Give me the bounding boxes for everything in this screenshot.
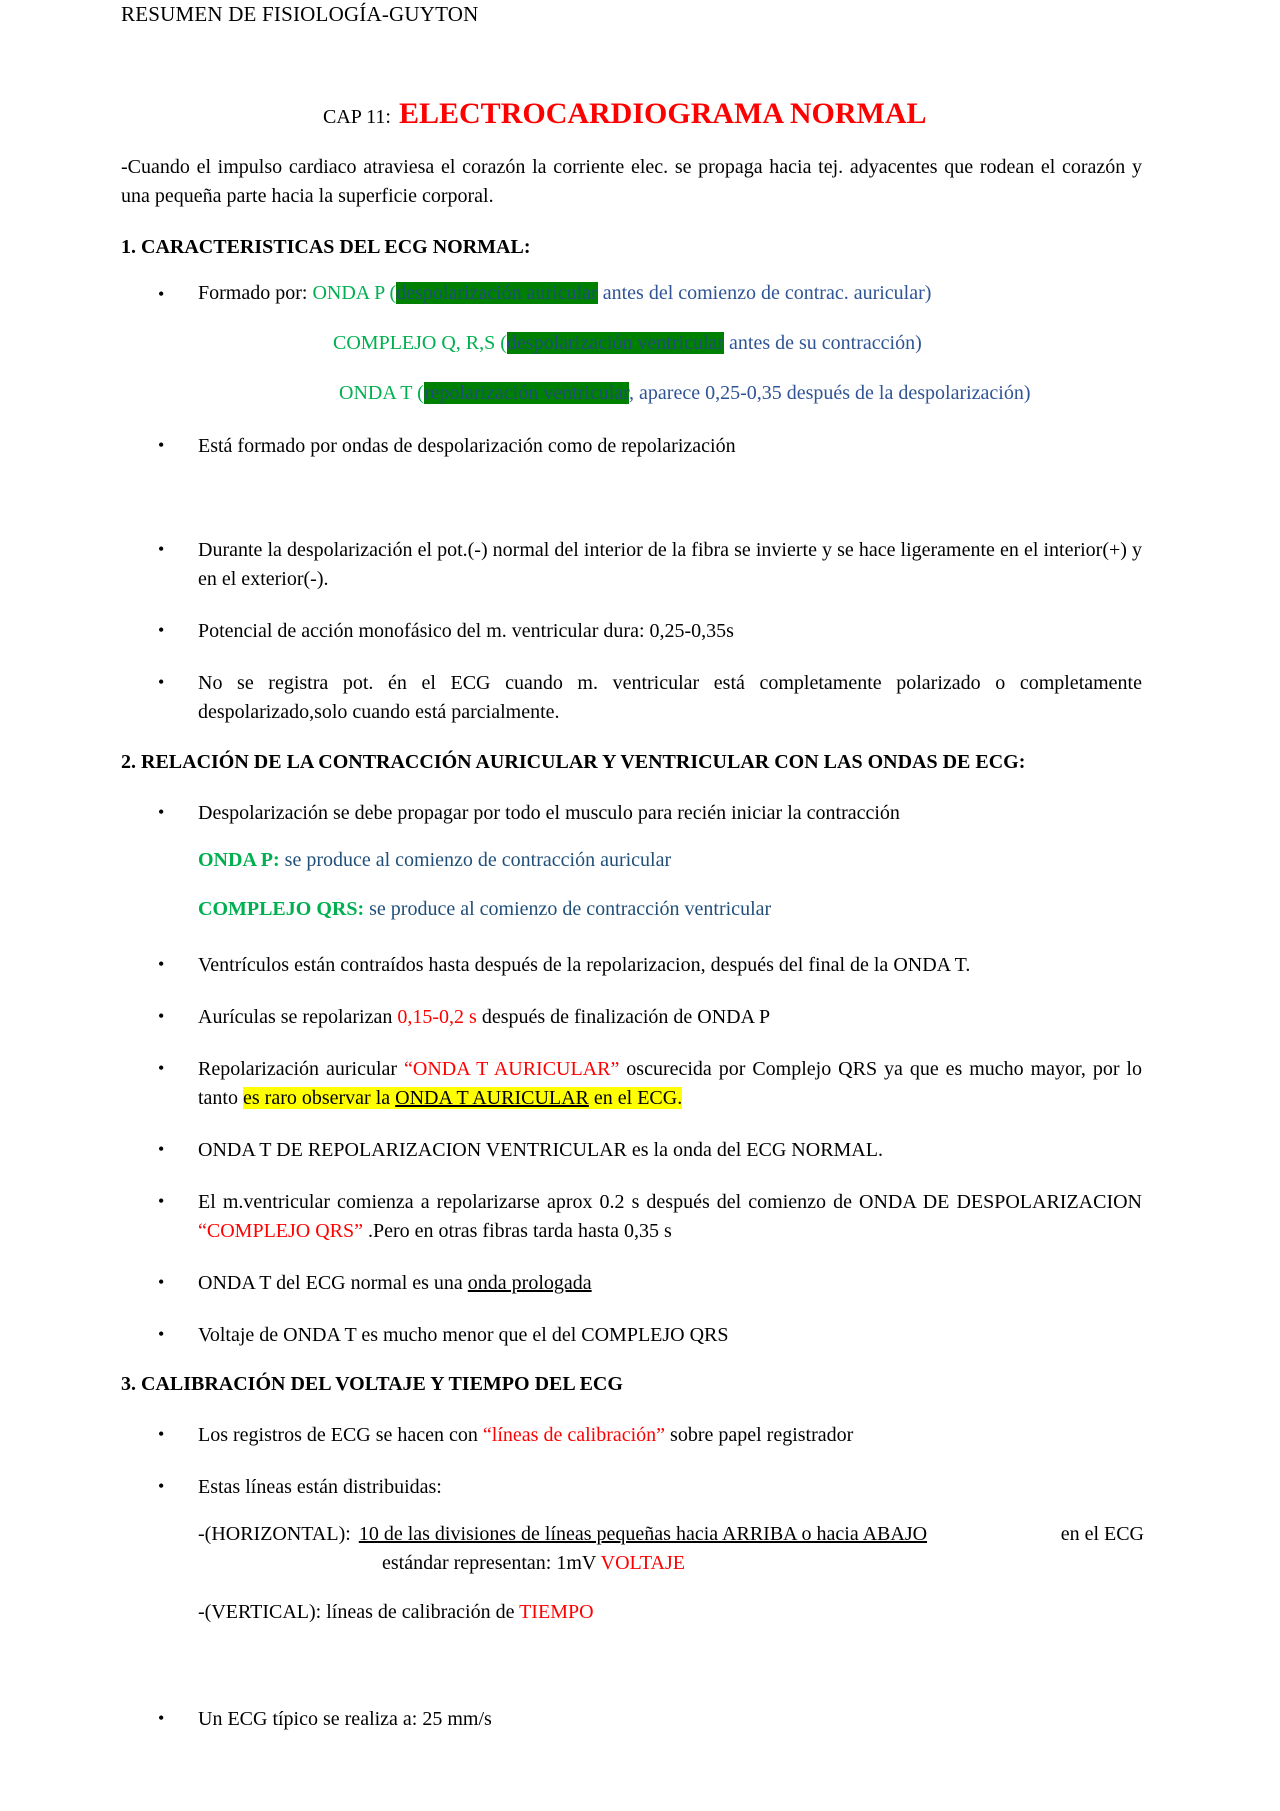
horizontal-label: -(HORIZONTAL): — [198, 1523, 351, 1545]
chapter-title-text: ELECTROCARDIOGRAMA NORMAL — [398, 97, 927, 130]
onda-p-highlight: despolarización auricular — [396, 282, 598, 304]
s3-bullet-3: Un ECG típico se realiza a: 25 mm/s — [198, 1708, 492, 1730]
text-run: en el ECG. — [588, 1087, 683, 1109]
bullet-icon: • — [158, 802, 165, 822]
s3-horizontal-line — [198, 1523, 1144, 1546]
onda-p-desc: antes del comienzo de contrac. auricular) — [597, 282, 932, 304]
qrs-label: COMPLEJO Q, R,S ( — [333, 332, 507, 354]
qrs-desc: antes de su contracción) — [724, 332, 922, 354]
text-run: sobre papel registrador — [665, 1424, 854, 1446]
s2-qrs-line — [198, 898, 771, 921]
bullet-icon: • — [158, 1272, 165, 1292]
s1-formado-line — [198, 282, 931, 305]
text-run: Repolarización auricular — [198, 1058, 404, 1080]
text-run: Los registros de ECG se hacen con — [198, 1424, 483, 1446]
vertical-label: -(VERTICAL): líneas de calibración de — [198, 1601, 520, 1623]
red-text: VOLTAJE — [600, 1552, 685, 1574]
s1-bullet-5: No se registra pot. én el ECG cuando m. ventricular está completamente polarizado o completamente despolarizado,solo cuando está parcialmente. — [198, 672, 1142, 723]
text-run: Aurículas se repolarizan — [198, 1006, 398, 1028]
underlined-text: 10 de las divisiones de líneas pequeñas hacia ARRIBA o hacia ABAJO — [358, 1523, 928, 1545]
s3-horizontal-line-2 — [382, 1552, 685, 1575]
text-run: oscurecida por Complejo QRS ya que es mucho mayor, por lo tanto — [198, 1058, 1142, 1109]
bullet-icon: • — [158, 1476, 165, 1496]
s2-bullet-1: Despolarización se debe propagar por todo el musculo para recién iniciar la contracción — [198, 802, 900, 824]
s2-bullet-3 — [198, 1003, 1142, 1032]
section-2-heading: 2. RELACIÓN DE LA CONTRACCIÓN AURICULAR Y VENTRICULAR CON LAS ONDAS DE ECG: — [121, 751, 1026, 773]
s2-qrs-label: COMPLEJO QRS: — [198, 898, 365, 920]
bullet-icon: • — [158, 1191, 165, 1211]
s1-bullet-4: Potencial de acción monofásico del m. ventricular dura: 0,25-0,35s — [198, 620, 734, 642]
red-text: “COMPLEJO QRS” — [198, 1220, 364, 1242]
underlined-text: onda prologada — [467, 1272, 592, 1294]
bullet-icon: • — [158, 1324, 165, 1344]
text-run: es raro observar la — [243, 1087, 396, 1109]
bullet-icon: • — [158, 1058, 165, 1078]
page-header: RESUMEN DE FISIOLOGÍA-GUYTON — [121, 2, 479, 26]
section-1-heading: 1. CARACTERISTICAS DEL ECG NORMAL: — [121, 236, 531, 258]
bullet-icon: • — [158, 284, 165, 304]
onda-t-highlight: repolarización ventricular — [423, 382, 630, 404]
s1-bullet-3: Durante la despolarización el pot.(-) normal del interior de la fibra se invierte y se hace ligeramente en el interior(+) y en el exterior(-). — [198, 539, 1142, 590]
yellow-highlight — [243, 1087, 682, 1109]
onda-t-desc: , aparece 0,25-0,35 después de la despolarización) — [629, 382, 1031, 404]
s3-bullet-2: Estas líneas están distribuidas: — [198, 1476, 442, 1498]
s2-bullet-8: Voltaje de ONDA T es mucho menor que el del COMPLEJO QRS — [198, 1324, 729, 1346]
red-text: 0,15-0,2 s — [397, 1006, 477, 1028]
text-run: ONDA T del ECG normal es una — [198, 1272, 468, 1294]
bullet-icon: • — [158, 1708, 165, 1728]
s2-qrs-text: se produce al comienzo de contracción ventricular — [364, 898, 772, 920]
s1-t-line — [339, 382, 1031, 405]
red-text: TIEMPO — [519, 1601, 594, 1623]
s2-bullet-2: Ventrículos están contraídos hasta después de la repolarizacion, después del final de la ONDA T. — [198, 954, 971, 976]
bullet-icon: • — [158, 1424, 165, 1444]
bullet-icon: • — [158, 954, 165, 974]
chapter-title — [323, 97, 927, 131]
qrs-highlight: despolarización ventricular — [506, 332, 725, 354]
formado-label: Formado por: — [198, 282, 313, 304]
s2-onda-p-line — [198, 849, 671, 872]
text-run: El m.ventricular comienza a repolarizarse aprox 0.2 s después del comienzo de ONDA DE DESPOLARIZACION — [198, 1191, 1142, 1213]
s2-onda-p-text: se produce al comienzo de contracción auricular — [279, 849, 672, 871]
bullet-icon: • — [158, 620, 165, 640]
section-3-heading: 3. CALIBRACIÓN DEL VOLTAJE Y TIEMPO DEL ECG — [121, 1373, 623, 1395]
text-run: estándar representan: 1mV — [382, 1552, 601, 1574]
bullet-icon: • — [158, 539, 165, 559]
text-run: .Pero en otras fibras tarda hasta 0,35 s — [363, 1220, 672, 1242]
red-text: “líneas de calibración” — [482, 1424, 666, 1446]
text-run: en el ECG — [1060, 1523, 1144, 1545]
s2-bullet-7 — [198, 1269, 1142, 1298]
s2-bullet-5: ONDA T DE REPOLARIZACION VENTRICULAR es la onda del ECG NORMAL. — [198, 1139, 883, 1161]
intro-paragraph: -Cuando el impulso cardiaco atraviesa el corazón la corriente elec. se propaga hacia tej. adyacentes que rodean el corazón y una pequeña parte hacia la superficie corporal. — [121, 156, 1142, 207]
s1-bullet-2: Está formado por ondas de despolarización como de repolarización — [198, 435, 736, 457]
onda-t-label: ONDA T ( — [339, 382, 424, 404]
bullet-icon: • — [158, 435, 165, 455]
s2-onda-p-label: ONDA P: — [198, 849, 280, 871]
text-run: después de finalización de ONDA P — [476, 1006, 771, 1028]
onda-p-label: ONDA P ( — [312, 282, 397, 304]
bullet-icon: • — [158, 1139, 165, 1159]
s2-bullet-6 — [198, 1188, 1142, 1246]
underlined-text: ONDA T AURICULAR — [395, 1087, 589, 1109]
s3-vertical-line — [198, 1601, 594, 1624]
s3-bullet-1 — [198, 1421, 1142, 1450]
chapter-number: CAP 11: — [323, 106, 391, 128]
red-text: “ONDA T AURICULAR” — [404, 1058, 620, 1080]
horizontal-text — [359, 1523, 1144, 1546]
bullet-icon: • — [158, 1006, 165, 1026]
bullet-icon: • — [158, 672, 165, 692]
s2-bullet-4 — [198, 1055, 1142, 1113]
s1-qrs-line — [333, 332, 922, 355]
